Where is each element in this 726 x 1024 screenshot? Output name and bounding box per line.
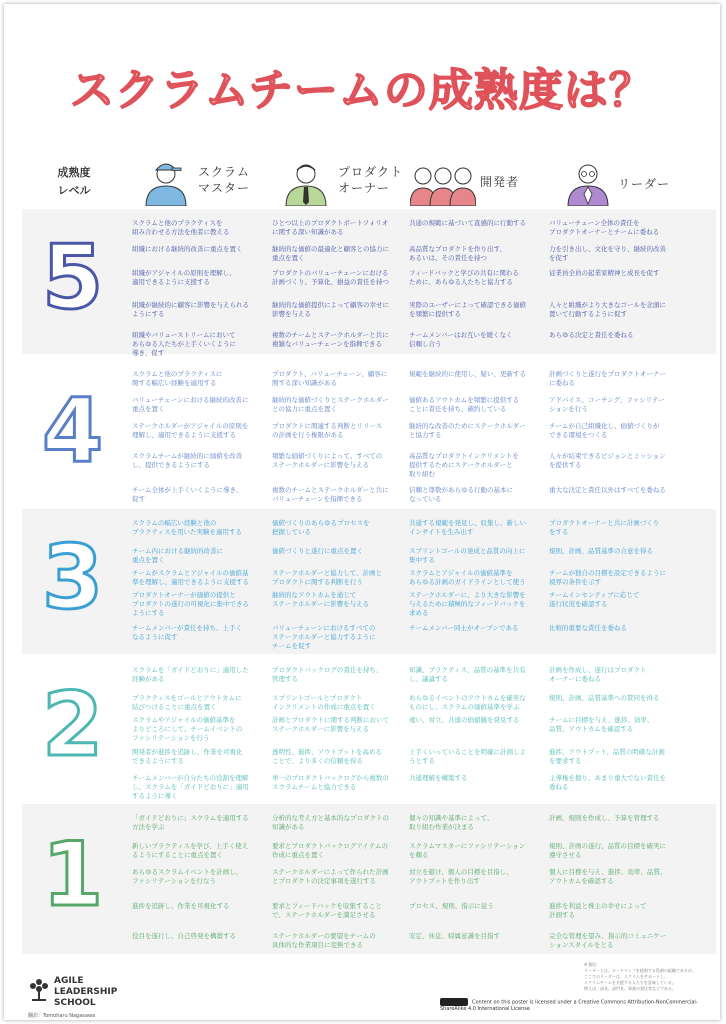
level-5-cell: 共通の規範に基づいて直感的に行動する [409, 219, 526, 227]
level-4-cell: チームが自己組織化し、価値づくりが できる環境をつくる [549, 422, 660, 439]
role-product-owner [282, 154, 412, 209]
level-5-cell: 組織における継続的改善に重点を置く [132, 245, 243, 253]
level-2-cell: 規則、計画、品質基準への賛同を得る [549, 694, 660, 702]
level-3-cell: ステークホルダーと協力して、計画と プロダクトに関する判断を行う [272, 569, 382, 586]
role-scrum-master [142, 154, 272, 209]
level-1-cell: 個々の知識や基準によって、 取り組む作業が決まる [409, 814, 494, 831]
license-text [440, 998, 720, 1012]
level-1-cell: 完全な管理を望み、指示的コミュニケー ションスタイルをとる [549, 932, 667, 949]
level-5-cell: 従業員全員の起業家精神と成長を促す [549, 269, 660, 277]
level-5-cell: チームメンバーはお互いを緩くなく 信頼し合う [409, 331, 513, 348]
level-2-cell: 計画を作成し、遂行はプロダクト オーナーに委ねる [549, 666, 647, 683]
level-2-cell: あらゆるイベントのアウトカムを確実な ものにし、スクラムの価値基準を学ぶ [409, 694, 526, 711]
level-2-cell: プロダクトバックログの責任を持ち、 管理する [272, 666, 383, 683]
level-2-cell: 進捗、アウトプット、品質の明確な計測 を要求する [549, 748, 665, 765]
level-number: 2 [42, 673, 104, 776]
level-1-cell: スクラムマスターにファシリテーション を頼る [409, 842, 526, 859]
level-4-cell: 頻繁な価値づくりによって、すべての ステークホルダーに影響を与える [272, 452, 383, 469]
leader-icon [564, 156, 612, 206]
level-5-cell: 組織がアジャイルの原則を理解し、 適用できるように支援する [132, 269, 236, 286]
logo [28, 976, 118, 1008]
level-1-cell: 規則、計画の遂行、品質の目標を確実に 遵守させる [549, 842, 666, 859]
scrum-master-icon [142, 156, 190, 206]
level-4-cell: プロダクトに関連する判断とリリース の計画を行う権限がある [272, 422, 383, 439]
level-1-cell: プロセス、規則、指示に従う [409, 902, 494, 910]
level-4-cell: 人々が結束できるビジョンとミッション を提供する [549, 452, 666, 469]
level-3-cell: 比較的重要な責任を委ねる [549, 624, 627, 632]
product-owner-icon [282, 156, 330, 206]
role-label-product-owner: プロダクト オーナー [338, 165, 404, 195]
level-3-band [22, 509, 716, 654]
level-3-cell: チームメンバーが責任を持ち、上手く なるように促す [132, 624, 243, 641]
level-2-cell: スクラムを「ガイドどおりに」適用した 経験がある [132, 666, 249, 683]
level-3-cell: チームが独自の目標を設定できるように 境界の条件を示す [549, 569, 666, 586]
level-4-cell: 信頼と尊敬があらゆる行動の基本に なっている [409, 486, 513, 503]
level-2-cell: 主導権を握り、あまり重大でない責任を 委ねる [549, 774, 666, 791]
level-1-cell: 役目を遂行し、自己啓発を構築する [132, 932, 236, 940]
level-2-cell: 開発者が進捗を追跡し、作業を可視化 できるようにする [132, 748, 243, 765]
level-4-cell: 価値あるアウトカムを頻繁に提供する ことに責任を持ち、確約している [409, 396, 520, 413]
level-1-cell: 「ガイドどおりに」スクラムを適用する 方法を学ぶ [132, 814, 249, 831]
level-5-cell: 継続的な価値提供によって顧客の幸せに 影響を与える [272, 301, 389, 318]
developers-icon [410, 156, 476, 206]
level-3-cell: スプリントゴールの達成と品質の向上に 集中する [409, 547, 526, 564]
level-2-cell: 上手くいっていることを明確に計測しよ うとする [409, 748, 526, 765]
level-2-cell: 計画とプロダクトに関する判断において ステークホルダーに影響を与える [272, 716, 389, 733]
level-4-cell: スクラムチームが継続的に価値を改善 し、提供できるようにする [132, 452, 243, 469]
level-2-cell: 知識、プラクティス、品質の基準を共有 し、議論する [409, 666, 526, 683]
level-5-cell: 力を引き出し、文化を守り、継続的改善 を促す [549, 245, 666, 262]
level-3-cell: 共通する規範を発見し、収集し、新しい インサイトを生み出す [409, 519, 526, 536]
level-4-cell: バリューチェーンにおける継続的改善に 重点を置く [132, 396, 249, 413]
level-2-cell: 透明性、進捗、アウトプットを高める ことで、より多くの信頼を得る [272, 748, 382, 765]
level-3-cell: 規則、計画、品質基準の合意を得る [549, 547, 653, 555]
level-4-cell: 継続的な改善のためにステークホルダー と協力する [409, 422, 526, 439]
role-label-scrum-master: スクラム マスター [198, 165, 251, 195]
level-2-cell: チームメンバーが自分たちの役割を理解 し、スクラムを「ガイドどおりに」適用 するように導く [132, 774, 249, 800]
level-3-cell: スクラムの幅広い経験と他の プラクティスを用いた実験を適用する [132, 519, 242, 536]
level-1-cell: 新しいプラクティスを学び、上手く使え るようにすることに重点を置く [132, 842, 249, 859]
level-4-band [22, 362, 716, 507]
level-3-cell: 価値づくりのあらゆるプロセスを 把握している [272, 519, 370, 536]
level-5-cell: 複数のチームとステークホルダーと共に 複雑なバリューチェーンを指揮できる [272, 331, 389, 348]
level-2-cell: スプリントゴールとプロダクト インクリメントの作成に重点を置く [272, 694, 376, 711]
level-4-cell: アドバイス、コーチング、ファシリテー ションを行う [549, 396, 666, 413]
role-label-leader: リーダー [618, 177, 671, 191]
level-1-cell: 要求とフィードバックを収集すること で、ステークホルダーを満足させる [272, 902, 382, 919]
level-3-cell: プロダクトオーナーと共に計画づくり をする [549, 519, 660, 536]
level-1-cell: ステークホルダーの要望をチームの 具体的な作業項目に変換できる [272, 932, 376, 949]
level-5-cell: あらゆる決定と責任を委ねる [549, 331, 634, 339]
level-1-cell: 対立を避け、個人の目標を目指し、 アウトプットを作り出す [409, 868, 513, 885]
level-4-cell: ステークホルダーがアジャイルの原則を 理解し、適用できるように支援する [132, 422, 249, 439]
level-5-cell: 人々と組織がより大きなゴールを念頭に 置いて行動するように促す [549, 301, 666, 318]
creative-commons-icon [440, 998, 468, 1006]
level-5-cell: 高品質なプロダクトを作り出す、 あるいは、その責任を持つ [409, 245, 506, 262]
license-label: Content on this poster is licensed under a Creative Commons Attribution-NonCommercial-ShareAlike 4.0 International License [440, 999, 698, 1012]
level-3-cell: 継続的なアウトカムを通じて ステークホルダーに影響を与える [272, 591, 370, 608]
level-1-cell: 分析的な考え方と基本的なプロダクトの 知識がある [272, 814, 389, 831]
level-4-cell: プロダクト、バリューチェーン、顧客に 関する深い知識がある [272, 370, 388, 387]
level-3-cell: バリューチェーンにおけるすべての ステークホルダーと協力するように チームを促す [272, 624, 376, 650]
column-header [4, 154, 720, 209]
level-3-cell: チーム内における継続的改善に 重点を置く [132, 547, 223, 564]
level-5-cell: フィードバックと学びの共有に関わる ために、あらゆる人たちと協力する [409, 269, 519, 286]
role-label-developers: 開発者 [480, 175, 520, 189]
level-3-cell: チームがスクラムとアジャイルの価値基 準を理解し、適用できるように支援する [132, 569, 249, 586]
page-title: スクラムチームの成熟度は？ [70, 65, 654, 116]
level-5-cell: ひとつ以上のプロダクトポートフォリオ に関する深い知識がある [272, 219, 389, 236]
level-1-band [22, 804, 716, 954]
level-1-cell: あらゆるスクラムイベントを計画し、 ファシリテーションを行なう [132, 868, 243, 885]
level-2-cell: スクラムやアジャイルの価値基準を よりどころにして、チームイベントの ファシリテーションを行う [132, 716, 243, 742]
level-number: 5 [42, 225, 104, 329]
tree-logo-icon [28, 976, 50, 1002]
level-2-cell: 共通理解を構築する [409, 774, 468, 782]
role-developers [410, 154, 550, 209]
footnote: ※ 脚注 リーダーとは、ロードマップを提唱する役割の組織であるが、 ここでのリーダーは、スクラムをサポートし、 スクラムチームを支援する人たちを意味している。 例えば、部長、部門長、事業の責任者などである。 [584, 962, 696, 991]
level-4-cell: チーム全体が上手くいくように導き、 促す [132, 486, 243, 503]
level-1-cell: 進捗を追跡し、作業を可視化する [132, 902, 230, 910]
translator-credit: 翻訳：Tomoharu Nagasawa [28, 1013, 96, 1019]
level-4-cell: 規範を継続的に使用し、疑い、更新する [409, 370, 526, 378]
level-5-band [22, 209, 716, 357]
level-5-cell: 組織やバリューストリームにおいて あらゆる人たちが上手くいくように 導き、促す [132, 331, 236, 357]
level-3-cell: 価値づくりと遂行に重点を置く [272, 547, 363, 555]
level-3-cell: プロダクトオーナーが価値の提供と プロダクトの遂行の可視化に集中できる ようにする [132, 591, 249, 617]
level-4-cell: 重大な決定と責任以外はすべてを委ねる [549, 486, 666, 494]
level-3-cell: ステークホルダーに、より大きな影響を 与えるために積極的なフィードバックを 求める [409, 591, 526, 617]
role-leader [564, 154, 704, 209]
level-number: 1 [42, 823, 104, 926]
level-2-cell: チームに目標を与え、進捗、効率、 品質、アウトカムを確認する [549, 716, 654, 733]
level-2-band [22, 656, 716, 802]
level-1-cell: 進捗を利益と株主の幸せによって 計測する [549, 902, 647, 919]
poster [4, 4, 720, 1020]
level-5-cell: 組織が継続的に顧客に影響を与えられる ようにする [132, 301, 249, 318]
level-4-cell: 高品質なプロダクトインクリメントを 提供するためにステークホルダーと 取り組む [409, 452, 519, 478]
level-1-cell: 安定、休息、帰属意識を目指す [409, 932, 500, 940]
level-number: 4 [42, 378, 104, 482]
level-2-cell: プラクティスをゴールとアウトカムに 結びつけることに重点を置く [132, 694, 242, 711]
level-5-cell: プロダクトのバリューチェーンにおける 計画づくり、予算化、損益の責任を持つ [272, 269, 389, 286]
level-1-cell: ステークホルダーによって作られた計画 とプロダクトの決定事項を遂行する [272, 868, 389, 885]
level-1-cell: 個人に目標を与え、進捗、効率、品質、 アウトカムを確認する [549, 868, 667, 885]
level-3-cell: チームメンバー同士がオープンである [409, 624, 519, 632]
level-5-cell: スクラムと他のプラクティスを 組み合わせる方法を他者に教える [132, 219, 230, 236]
level-3-cell: チームインセンティブに応じて 遂行状況を確認する [549, 591, 640, 608]
level-5-cell: 実際のユーザーによって確認できる価値 を頻繁に提供する [409, 301, 526, 318]
maturity-level-heading: 成熟度 レベル [57, 166, 91, 197]
level-1-cell: 要求とプロダクトバックログアイテムの 作成に重点を置く [272, 842, 388, 859]
level-2-cell: 違い、対立、共通の価値観を発見する [409, 716, 520, 724]
level-1-cell: 計画、規則を作成し、予算を管理する [549, 814, 660, 822]
level-3-cell: スクラムとアジャイルの価値基準を あらゆる計画のガイドラインとして使う [409, 569, 526, 586]
level-5-cell: 継続的な価値の最適化と顧客との協力に 重点を置く [272, 245, 389, 262]
logo-text: AGILE LEADERSHIP SCHOOL [54, 976, 118, 1008]
level-4-cell: 計画づくりと遂行をプロダクトオーナー に委ねる [549, 370, 666, 387]
level-4-cell: スクラムと他のプラクティスに 関する幅広い経験を適用する [132, 370, 223, 387]
level-5-cell: バリューチェーン全体の責任を プロダクトオーナーとチームに委ねる [549, 219, 660, 236]
level-2-cell: 単一のプロダクトバックログから複数の スクラムチームと協力できる [272, 774, 389, 791]
level-4-cell: 継続的な価値づくりとステークホルダー との協力に重点を置く [272, 396, 389, 413]
level-number: 3 [42, 525, 104, 629]
level-4-cell: 複数のチームとステークホルダーと共に バリューチェーンを指揮できる [272, 486, 389, 503]
